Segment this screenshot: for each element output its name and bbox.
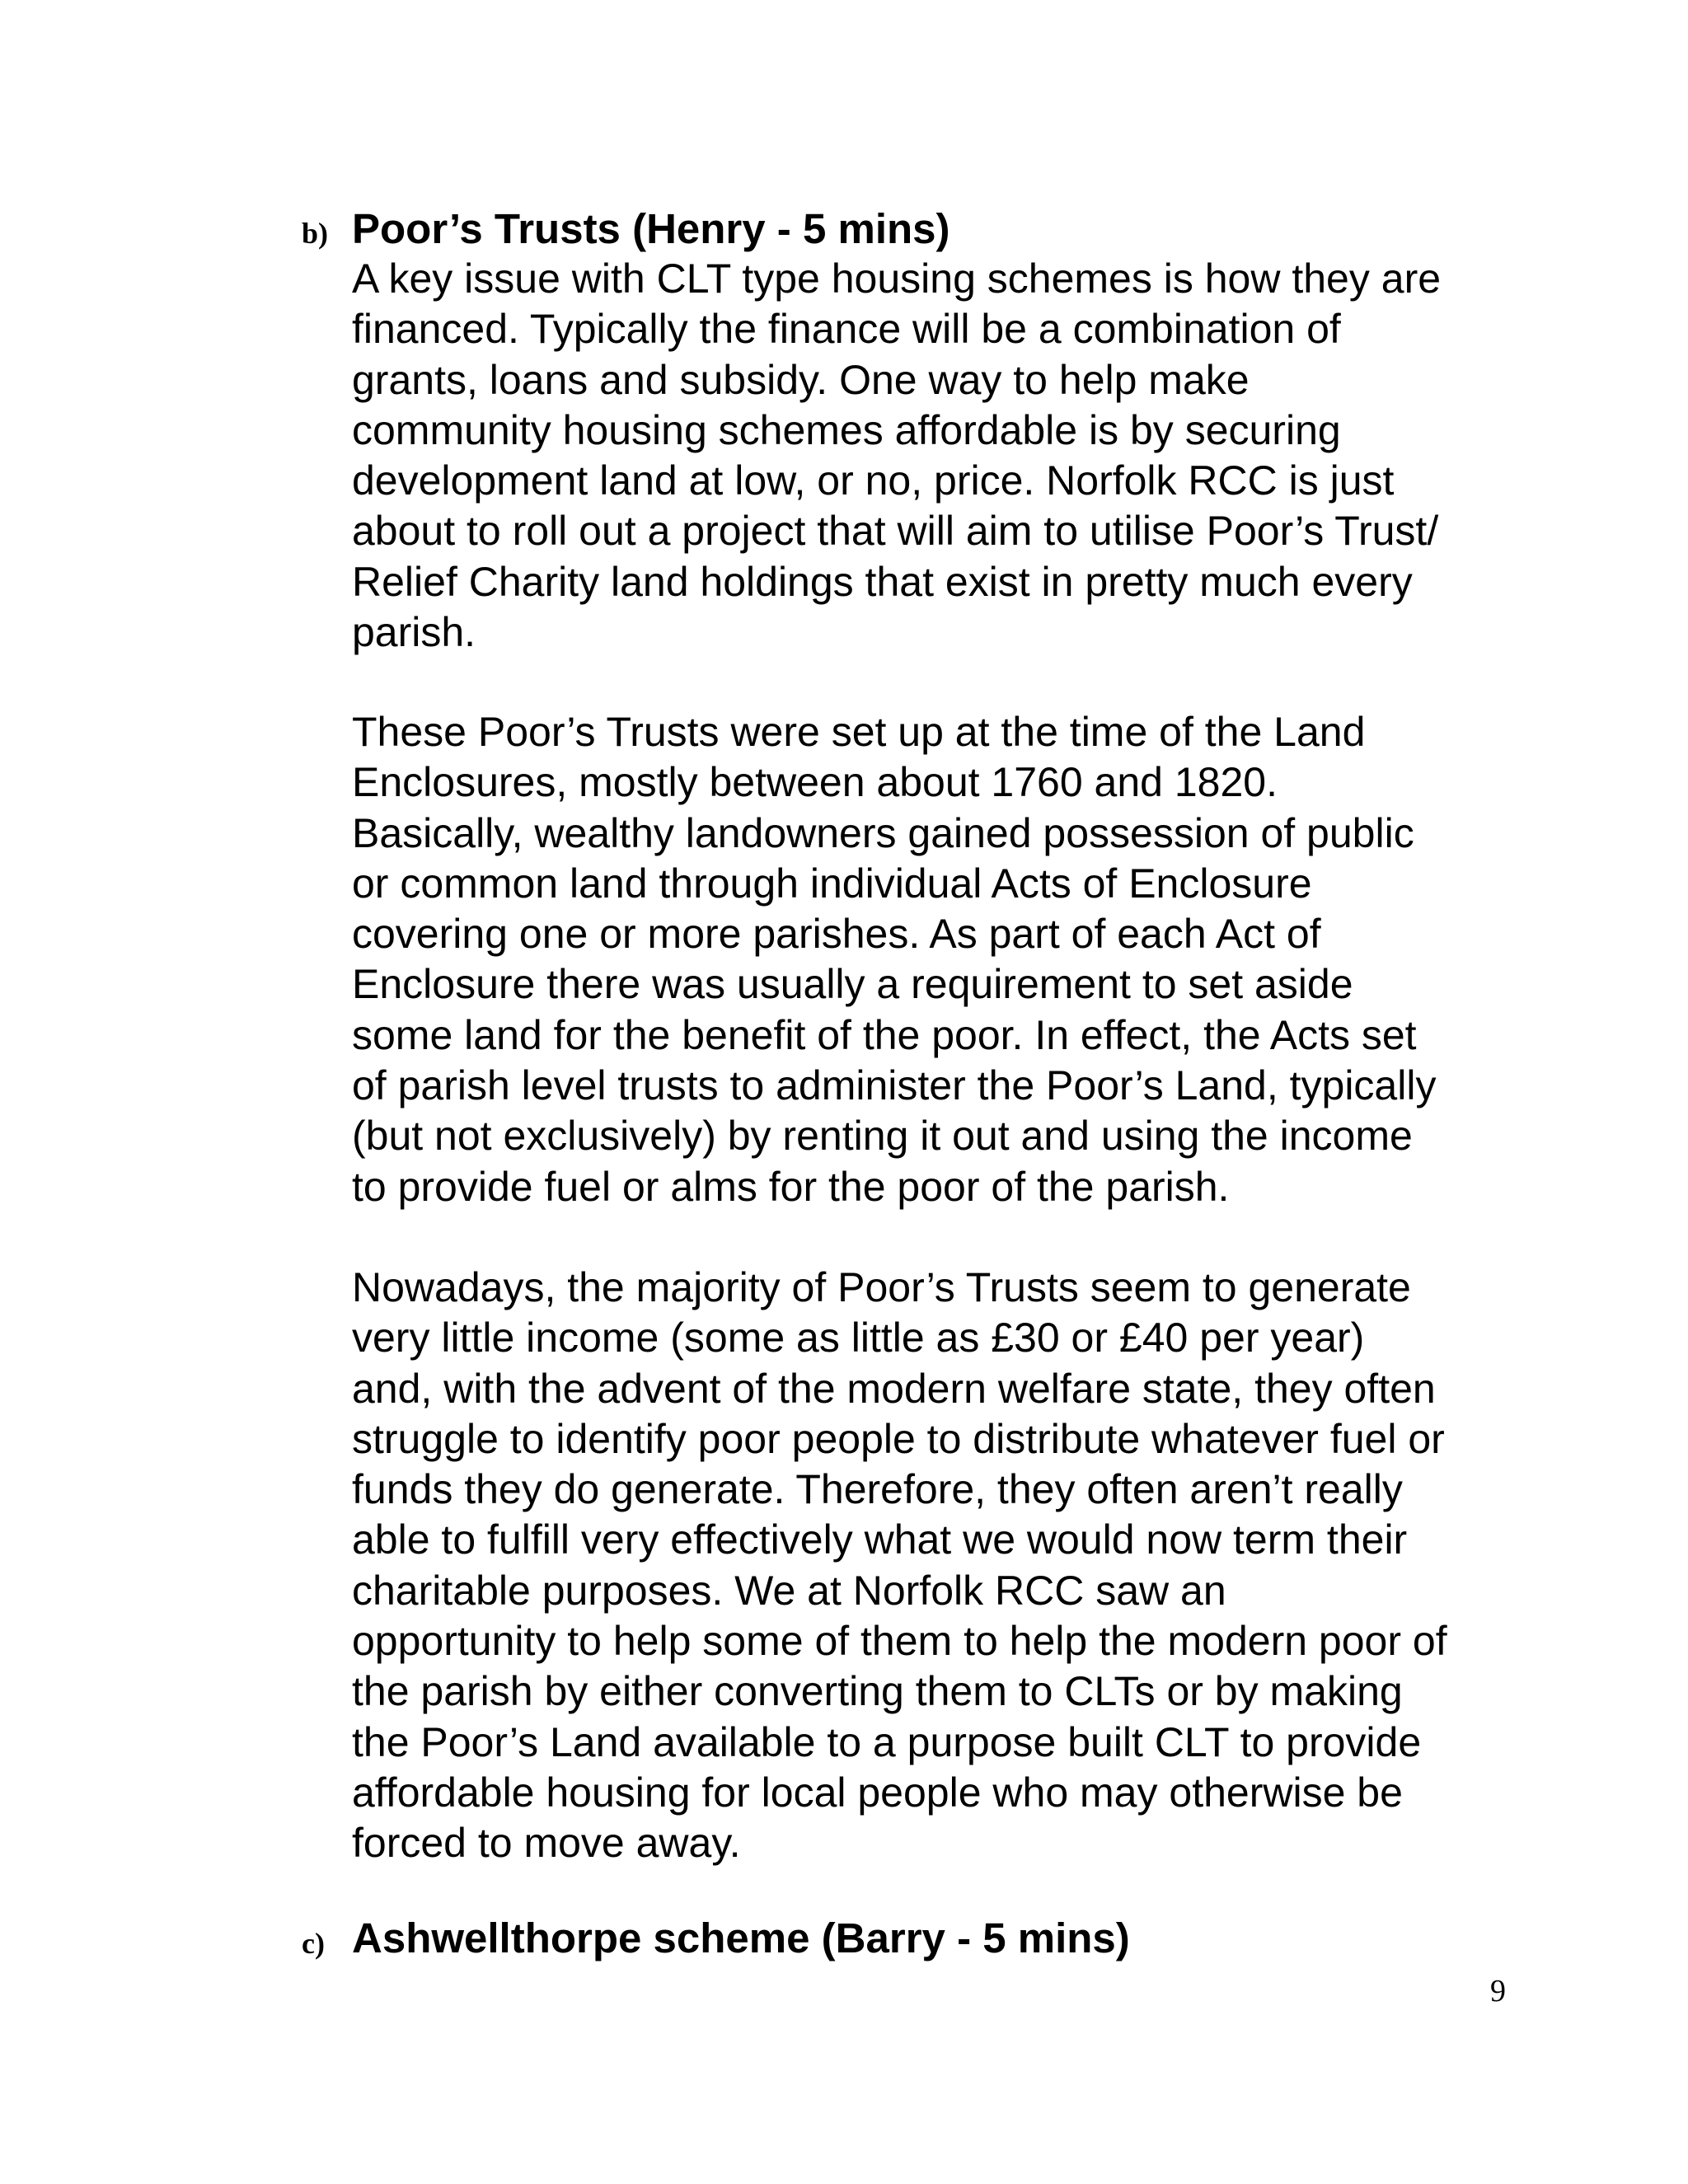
text-line: opportunity to help some of them to help the modern poor of xyxy=(352,1618,1447,1665)
text-line: about to roll out a project that will aim to utilise Poor’s Trust/ xyxy=(352,508,1439,555)
text-line: struggle to identify poor people to distribute whatever fuel or xyxy=(352,1415,1445,1462)
text-line: the parish by either converting them to CLTs or by making xyxy=(352,1668,1403,1715)
text-line: forced to move away. xyxy=(352,1820,741,1867)
section-b-paragraph-3 xyxy=(352,1263,1588,1869)
text-line: very little income (some as little as £30 or £40 per year) xyxy=(352,1315,1365,1361)
text-line: financed. Typically the finance will be a combination of xyxy=(352,306,1341,353)
text-line: funds they do generate. Therefore, they often aren’t really xyxy=(352,1466,1403,1513)
text-line: affordable housing for local people who may otherwise be xyxy=(352,1769,1403,1816)
text-line: covering one or more parishes. As part of each Act of xyxy=(352,911,1321,958)
text-line: or common land through individual Acts of Enclosure xyxy=(352,860,1312,907)
text-line: Basically, wealthy landowners gained possession of public xyxy=(352,809,1414,856)
text-line: charitable purposes. We at Norfolk RCC saw an xyxy=(352,1567,1226,1614)
text-line: some land for the benefit of the poor. In effect, the Acts set xyxy=(352,1011,1417,1058)
text-line: able to fulfill very effectively what we would now term their xyxy=(352,1516,1408,1563)
text-line: to provide fuel or alms for the poor of the parish. xyxy=(352,1163,1230,1210)
text-line: grants, loans and subsidy. One way to help make xyxy=(352,356,1250,403)
text-line: parish. xyxy=(352,609,476,656)
section-b-heading: Poor’s Trusts (Henry - 5 mins) xyxy=(352,205,950,252)
text-line: (but not exclusively) by renting it out and using the income xyxy=(352,1113,1413,1160)
text-line: These Poor’s Trusts were set up at the time of the Land xyxy=(352,709,1366,755)
section-b-paragraph-1 xyxy=(352,254,1588,658)
text-line: and, with the advent of the modern welfare state, they often xyxy=(352,1365,1436,1412)
text-line: Enclosures, mostly between about 1760 and 1820. xyxy=(352,759,1278,806)
section-c-heading: Ashwellthorpe scheme (Barry - 5 mins) xyxy=(352,1915,1130,1961)
text-line: Enclosure there was usually a requirement to set aside xyxy=(352,961,1353,1008)
page-number: 9 xyxy=(1490,1974,1506,2008)
section-c-marker: c) xyxy=(302,1927,325,1960)
section-b-paragraph-2 xyxy=(352,707,1588,1212)
text-line: Relief Charity land holdings that exist in pretty much every xyxy=(352,558,1413,605)
text-line: of parish level trusts to administer the Poor’s Land, typically xyxy=(352,1062,1437,1109)
text-line: Nowadays, the majority of Poor’s Trusts seem to generate xyxy=(352,1264,1411,1310)
text-line: community housing schemes affordable is by securing xyxy=(352,406,1341,453)
text-line: development land at low, or no, price. Norfolk RCC is just xyxy=(352,457,1395,504)
text-line: A key issue with CLT type housing schemes is how they are xyxy=(352,255,1442,302)
text-line: the Poor’s Land available to a purpose built CLT to provide xyxy=(352,1718,1422,1765)
section-b-marker: b) xyxy=(302,217,329,250)
